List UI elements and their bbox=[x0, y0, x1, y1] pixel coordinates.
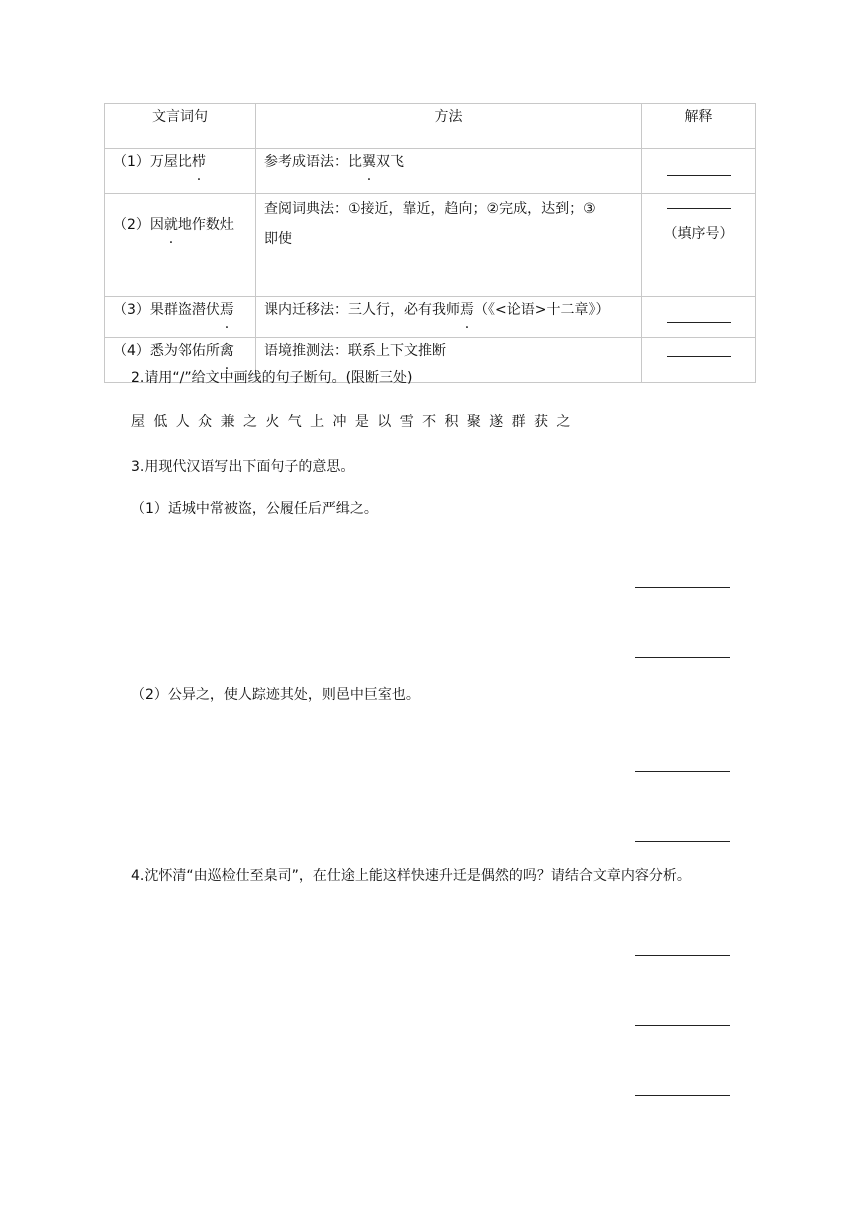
sentence-char: 是 bbox=[354, 414, 369, 430]
sentence-char: 不 bbox=[422, 414, 437, 430]
answer-cell[interactable] bbox=[642, 194, 756, 297]
sentence-char: 聚 bbox=[466, 414, 481, 430]
sentence-char: 众 bbox=[198, 414, 213, 430]
sentence-char: 冲 bbox=[332, 414, 347, 430]
sentence-char: 获 bbox=[534, 414, 549, 430]
table-header-row bbox=[105, 104, 756, 149]
sentence-char: 遂 bbox=[489, 414, 504, 430]
answer-line[interactable] bbox=[635, 1095, 730, 1096]
sentence-char: 屋 bbox=[131, 414, 145, 430]
sentence-char: 之 bbox=[556, 414, 571, 430]
header-cell: 文言词句 bbox=[105, 104, 256, 149]
question-4-prompt: 4.沈怀清“由巡检仕至臬司”，在仕途上能这样快速升迁是偶然的吗？请结合文章内容分析。 bbox=[131, 868, 691, 884]
fill-index-note: （填序号） bbox=[663, 226, 734, 242]
answer-line[interactable] bbox=[635, 587, 730, 588]
word-cell: （2）因就地作数灶 bbox=[105, 194, 256, 297]
answer-line[interactable] bbox=[635, 955, 730, 956]
answer-blank[interactable] bbox=[667, 175, 731, 176]
question-3-sentence-2: （2）公异之，使人踪迹其处，则邑中巨室也。 bbox=[131, 687, 420, 703]
answer-line[interactable] bbox=[635, 657, 730, 658]
table-row bbox=[105, 297, 756, 338]
sentence-char: 低 bbox=[153, 414, 168, 430]
sentence-char: 上 bbox=[310, 414, 325, 430]
word-cell: （1）万屋比栉 bbox=[105, 149, 256, 194]
table-row bbox=[105, 149, 756, 194]
answer-line[interactable] bbox=[635, 1025, 730, 1026]
question-3-sentence-1: （1）适城中常被盗，公履任后严缉之。 bbox=[131, 501, 378, 517]
sentence-char: 兼 bbox=[220, 414, 235, 430]
sentence-char: 积 bbox=[444, 414, 459, 430]
word-cell: （4）悉为邻佑所禽 bbox=[105, 338, 256, 383]
sentence-char: 以 bbox=[377, 414, 392, 430]
word-cell: （3）果群盗潜伏焉 bbox=[105, 297, 256, 338]
answer-line[interactable] bbox=[635, 771, 730, 772]
table-row bbox=[105, 194, 756, 297]
sentence-char: 气 bbox=[287, 414, 302, 430]
question-2-prompt: 2.请用“/”给文中画线的句子断句。(限断三处) bbox=[131, 370, 413, 386]
vocabulary-table bbox=[104, 103, 756, 383]
answer-cell[interactable] bbox=[642, 149, 756, 194]
answer-blank[interactable] bbox=[667, 322, 731, 323]
answer-blank[interactable] bbox=[667, 208, 731, 209]
answer-cell[interactable] bbox=[642, 338, 756, 383]
sentence-char: 人 bbox=[175, 414, 190, 430]
method-cell: 查阅词典法：①接近，靠近，趋向；②完成，达到；③ 即使 bbox=[256, 194, 642, 297]
method-cell: 课内迁移法：三人行，必有我师焉（《<论语>十二章》） bbox=[256, 297, 642, 338]
sentence-char: 雪 bbox=[399, 414, 414, 430]
method-cell: 参考成语法：比翼双飞 bbox=[256, 149, 642, 194]
method-cell: 语境推测法：联系上下文推断 bbox=[256, 338, 642, 383]
answer-blank[interactable] bbox=[667, 356, 731, 357]
sentence-break-text[interactable] bbox=[131, 411, 579, 431]
answer-cell[interactable] bbox=[642, 297, 756, 338]
sentence-char: 群 bbox=[511, 414, 526, 430]
answer-line[interactable] bbox=[635, 841, 730, 842]
header-cell: 解释 bbox=[642, 104, 756, 149]
sentence-char: 火 bbox=[265, 414, 280, 430]
sentence-char: 之 bbox=[242, 414, 257, 430]
header-cell: 方法 bbox=[256, 104, 642, 149]
question-3-prompt: 3.用现代汉语写出下面句子的意思。 bbox=[131, 459, 355, 475]
